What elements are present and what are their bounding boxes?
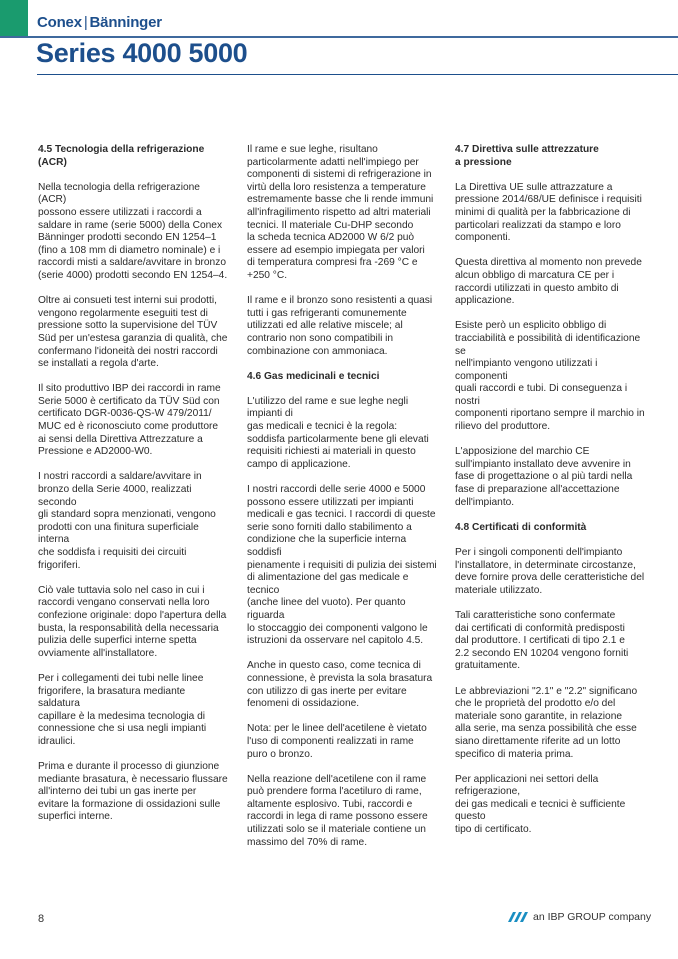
paragraph: Il sito produttivo IBP dei raccordi in rame Serie 5000 è certificato da TÜV Süd con certificato DGR-0036-QS-W 479/2011/ MUC ed è riconosciuto come produttore ai sensi della Direttiva Attrezzature a Pressione e AD2000-W0. — [38, 383, 221, 458]
paragraph: Le abbreviazioni "2.1" e "2.2" significano che le proprietà del prodotto e/o del materiale sono garantite, in relazione alla serie, ma senza possibilità che esse siano direttamente riferite ad un lotto specifico di materia prima. — [455, 685, 638, 760]
brand-name-conex: Conex — [37, 14, 82, 31]
page-title: Series 4000 5000 — [36, 38, 248, 68]
paragraph: Il rame e il bronzo sono resistenti a quasi tutti i gas refrigeranti comunemente utilizzati ed alle relative miscele; al contrario non sono compatibili in combinazione con ammoniaca. — [247, 295, 433, 357]
paragraph: Esiste però un esplicito obbligo di tracciabilità e possibilità di identificazione se nell'impianto vengono utilizzati i componenti quali raccordi e tubi. Di conseguenza i nostri componenti riportano sempre il marchio in rilievo del produttore. — [455, 320, 645, 433]
paragraph: Prima e durante il processo di giunzione mediante brasatura, è necessario flussare all'interno dei tubi un gas inerte per evitare la formazione di ossidazioni sulle superfici interne. — [38, 761, 228, 823]
section-heading-4-6: 4.6 Gas medicinali e tecnici — [247, 370, 380, 382]
paragraph: Tali caratteristiche sono confermate dai certificati di conformità predisposti dal produttore. I certificati di tipo 2.1 e 2.2 secondo EN 10204 vengono forniti gratuitamente. — [455, 609, 629, 672]
paragraph: Anche in questo caso, come tecnica di connessione, è prevista la sola brasatura con utilizzo di gas inerte per evitare fenomeni di ossidazione. — [247, 660, 433, 710]
paragraph: L'apposizione del marchio CE sull'impianto installato deve avvenire in fase di progettazione o al più tardi nella fase di preparazione all'accettazione dell'impianto. — [455, 446, 633, 508]
title-underline — [37, 74, 678, 75]
paragraph: I nostri raccordi a saldare/avvitare in bronzo della Serie 4000, realizzati secondo gli standard sopra menzionati, vengono prodotti con una finitura superficiale interna che soddisfa i requisiti dei circuiti frigoriferi. — [38, 471, 216, 571]
paragraph: Ciò vale tuttavia solo nel caso in cui i raccordi vengano conservati nella loro confezione originale: dopo l'apertura della busta, la responsabilità della necessaria pulizia delle superfici interne spetta ovviamente all'installatore. — [38, 584, 227, 659]
paragraph: Nota: per le linee dell'acetilene è vietato l'uso di componenti realizzati in rame puro o bronzo. — [247, 723, 427, 760]
paragraph: I nostri raccordi delle serie 4000 e 5000 possono essere utilizzati per impianti medicali e gas tecnici. I raccordi di queste serie sono forniti dallo stabilimento a condizione che la superficie interna soddisfi pienamente i requisiti di pulizia dei sistemi di alimentazione del gas medicale e tecnico (anche linee del vuoto). Per quanto riguarda lo stoccaggio dei componenti valgono le istruzioni da osservare nel capitolo 4.5. — [247, 484, 437, 647]
brand-name-banninger: Bänninger — [89, 14, 162, 31]
section-heading-4-5: 4.5 Tecnologia della refrigerazione (ACR) — [38, 144, 205, 168]
paragraph: Il rame e sue leghe, risultano particolarmente adatti nell'impiego per componenti di sistemi di refrigerazione in virtù della loro resistenza a temperature estremamente basse che li rende immuni all'infragilimento rispetto ad altri materiali tecnici. Il materiale Cu-DHP secondo la scheda tecnica AD2000 W 6/2 può essere ad esempio impiegata per valori di temperatura compresi fra -269 °C e +250 °C. — [247, 144, 434, 281]
paragraph: Nella tecnologia della refrigerazione (ACR) possono essere utilizzati i raccordi a saldare in rame (serie 5000) della Conex Bänninger prodotti secondo EN 1254–1 (fino a 108 mm di diametro nominale) e i raccordi misti a saldare/avvitare in bronzo (serie 4000) prodotti secondo EN 1254–4. — [38, 181, 228, 281]
brand-separator: | — [83, 14, 88, 31]
section-heading-4-8: 4.8 Certificati di conformità — [455, 521, 587, 533]
column-right — [455, 144, 645, 849]
paragraph: L'utilizzo del rame e sue leghe negli impianti di gas medicali e tecnici è la regola: soddisfa particolarmente bene gli elevati requisiti richiesti ai materiali in questo campo di applicazione. — [247, 395, 429, 470]
footer-company — [505, 911, 651, 923]
paragraph: Oltre ai consueti test interni sui prodotti, vengono regolarmente eseguiti test di pressione sotto la supervisione del TÜV Süd per un'estesa garanzia di qualità, che confermano l'idoneità dei nostri raccordi se installati a regola d'arte. — [38, 295, 228, 370]
brand-color-block — [0, 0, 28, 36]
paragraph: La Direttiva UE sulle attrazzature a pressione 2014/68/UE definisce i requisiti minimi di qualità per la fabbricazione di particolari realizzati da stampo e loro componenti. — [455, 181, 642, 244]
paragraph: Questa direttiva al momento non prevede alcun obbligo di marcatura CE per i raccordi utilizzati in questo ambito di applicazione. — [455, 257, 642, 307]
paragraph: Per i singoli componenti dell'impianto l'installatore, in determinate circostanze, deve fornire prova delle ceratteristiche del materiale utilizzato. — [455, 547, 645, 596]
paragraph: Per applicazioni nei settori della refrigerazione, dei gas medicali e tecnici è sufficiente questo tipo di certificato. — [455, 773, 626, 836]
section-heading-4-7: 4.7 Direttiva sulle attrezzature a pressione — [455, 144, 599, 168]
paragraph: Nella reazione dell'acetilene con il rame può prendere forma l'acetiluro di rame, altamente esplosivo. Tubi, raccordi e raccordi in lega di rame possono essere utilizzati solo se il materiale contiene un massimo del 70% di rame. — [247, 773, 428, 848]
ibp-stripes-icon — [505, 912, 529, 922]
column-middle — [247, 144, 437, 862]
column-left — [38, 144, 228, 837]
brand-logo — [37, 15, 162, 31]
company-tagline: an IBP GROUP company — [533, 911, 652, 923]
page-number: 8 — [38, 913, 45, 925]
paragraph: Per i collegamenti dei tubi nelle linee frigorifere, la brasatura mediante saldatura capillare è la medesima tecnologia di connessione che si usa negli impianti idraulici. — [38, 672, 207, 747]
